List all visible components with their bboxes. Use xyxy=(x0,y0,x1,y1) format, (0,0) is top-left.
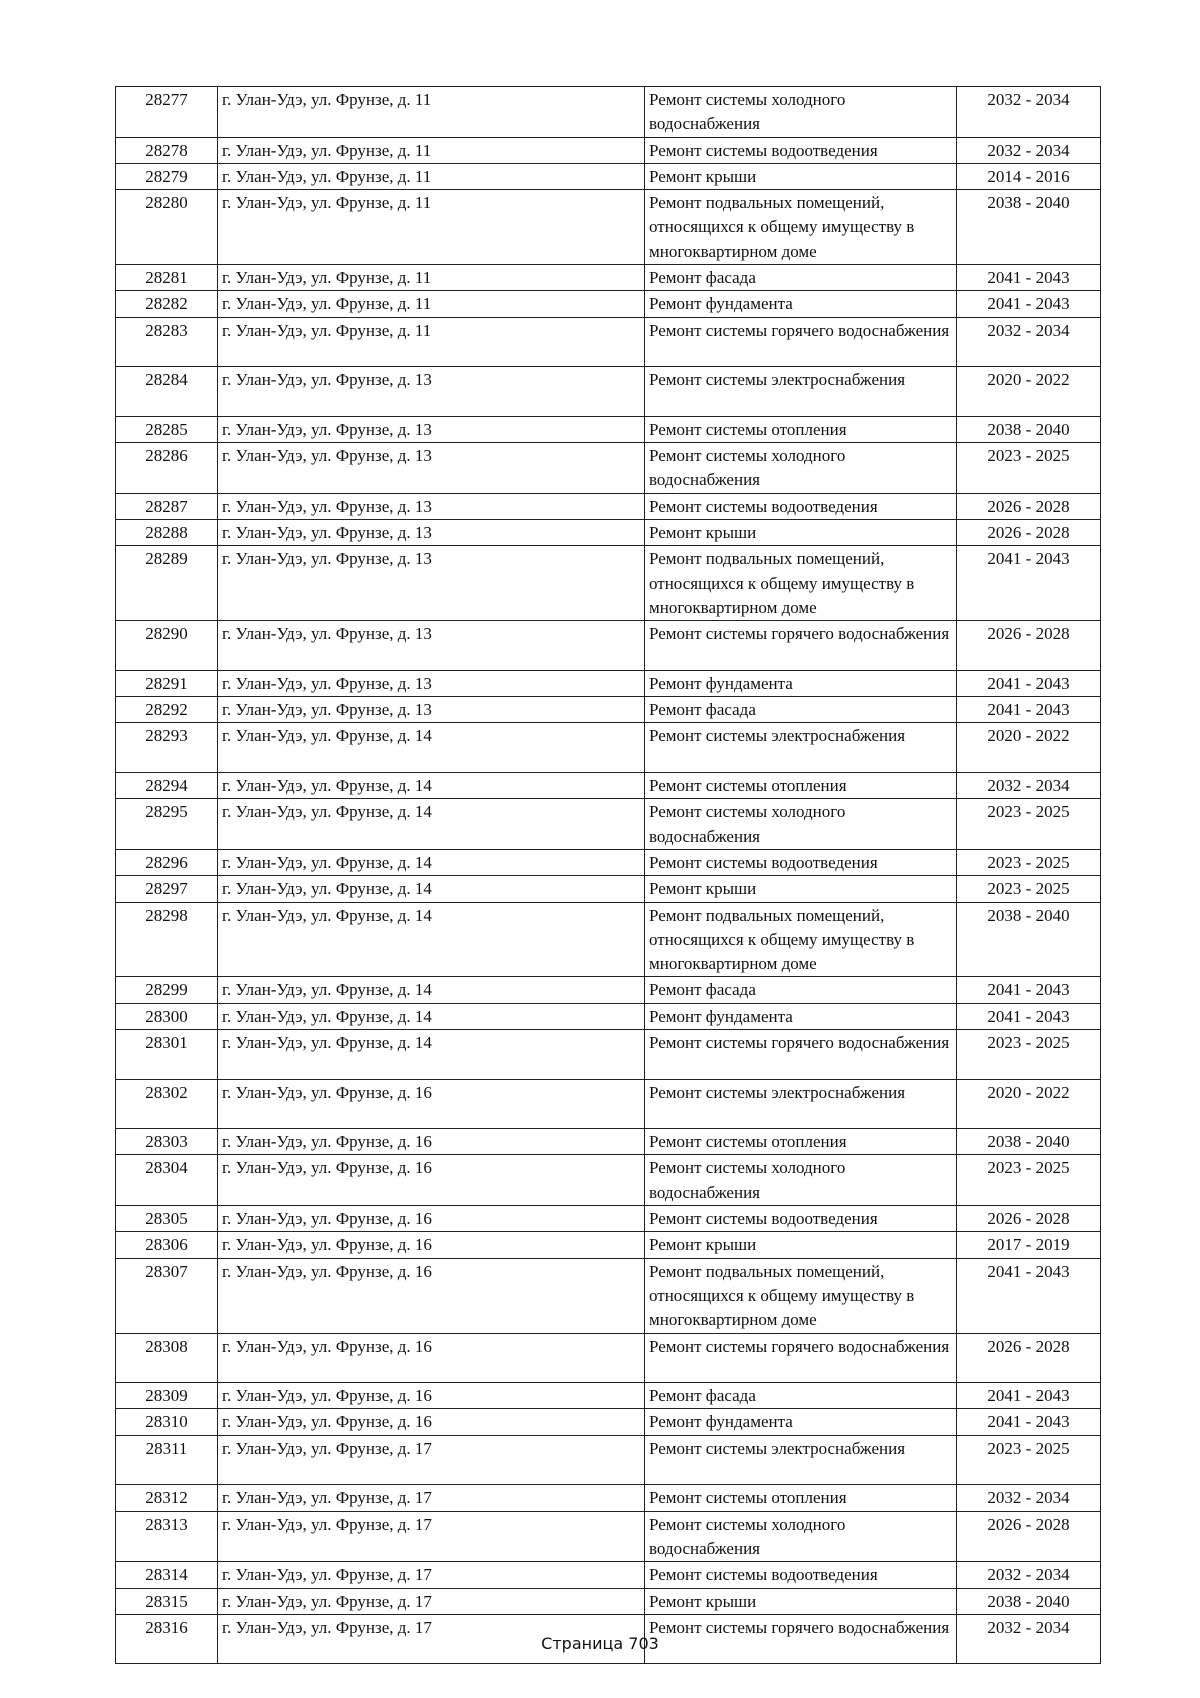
row-address-cell: г. Улан-Удэ, ул. Фрунзе, д. 11 xyxy=(218,87,645,138)
row-address-cell: г. Улан-Удэ, ул. Фрунзе, д. 16 xyxy=(218,1333,645,1383)
row-address-cell: г. Улан-Удэ, ул. Фрунзе, д. 14 xyxy=(218,723,645,773)
row-id-cell: 28314 xyxy=(116,1562,218,1588)
table-row xyxy=(116,493,1101,519)
row-work-type-cell: Ремонт фундамента xyxy=(645,1003,957,1029)
row-address-cell: г. Улан-Удэ, ул. Фрунзе, д. 13 xyxy=(218,520,645,546)
row-period-cell: 2014 - 2016 xyxy=(957,163,1101,189)
row-address-cell: г. Улан-Удэ, ул. Фрунзе, д. 14 xyxy=(218,799,645,850)
table-row xyxy=(116,799,1101,850)
row-period-cell: 2023 - 2025 xyxy=(957,849,1101,875)
row-id-cell: 28285 xyxy=(116,416,218,442)
row-id-cell: 28278 xyxy=(116,137,218,163)
row-address-cell: г. Улан-Удэ, ул. Фрунзе, д. 16 xyxy=(218,1232,645,1258)
row-address-cell: г. Улан-Удэ, ул. Фрунзе, д. 16 xyxy=(218,1258,645,1333)
row-work-type-cell: Ремонт системы электроснабжения xyxy=(645,367,957,417)
row-work-type-cell: Ремонт фундамента xyxy=(645,670,957,696)
row-id-cell: 28307 xyxy=(116,1258,218,1333)
table-row xyxy=(116,1409,1101,1435)
row-address-cell: г. Улан-Удэ, ул. Фрунзе, д. 17 xyxy=(218,1485,645,1511)
table-row xyxy=(116,137,1101,163)
table-row xyxy=(116,1232,1101,1258)
table-row xyxy=(116,1435,1101,1485)
table-row xyxy=(116,697,1101,723)
row-address-cell: г. Улан-Удэ, ул. Фрунзе, д. 13 xyxy=(218,443,645,494)
table-row xyxy=(116,1206,1101,1232)
row-work-type-cell: Ремонт системы отопления xyxy=(645,1485,957,1511)
row-work-type-cell: Ремонт системы водоотведения xyxy=(645,1562,957,1588)
repair-schedule-table xyxy=(115,86,1101,1664)
table-row xyxy=(116,723,1101,773)
row-id-cell: 28291 xyxy=(116,670,218,696)
row-address-cell: г. Улан-Удэ, ул. Фрунзе, д. 13 xyxy=(218,416,645,442)
row-work-type-cell: Ремонт системы водоотведения xyxy=(645,493,957,519)
row-id-cell: 28300 xyxy=(116,1003,218,1029)
table-row xyxy=(116,520,1101,546)
row-period-cell: 2032 - 2034 xyxy=(957,137,1101,163)
row-id-cell: 28315 xyxy=(116,1588,218,1614)
row-address-cell: г. Улан-Удэ, ул. Фрунзе, д. 13 xyxy=(218,670,645,696)
row-work-type-cell: Ремонт системы горячего водоснабжения xyxy=(645,1333,957,1383)
row-address-cell: г. Улан-Удэ, ул. Фрунзе, д. 17 xyxy=(218,1562,645,1588)
row-work-type-cell: Ремонт системы отопления xyxy=(645,1129,957,1155)
row-period-cell: 2032 - 2034 xyxy=(957,1562,1101,1588)
row-period-cell: 2041 - 2043 xyxy=(957,670,1101,696)
row-period-cell: 2041 - 2043 xyxy=(957,977,1101,1003)
table-row xyxy=(116,1003,1101,1029)
row-period-cell: 2026 - 2028 xyxy=(957,493,1101,519)
row-work-type-cell: Ремонт крыши xyxy=(645,1588,957,1614)
row-work-type-cell: Ремонт фундамента xyxy=(645,291,957,317)
table-row xyxy=(116,416,1101,442)
row-id-cell: 28316 xyxy=(116,1614,218,1664)
row-id-cell: 28290 xyxy=(116,621,218,671)
row-work-type-cell: Ремонт системы горячего водоснабжения xyxy=(645,317,957,367)
table-row xyxy=(116,443,1101,494)
row-address-cell: г. Улан-Удэ, ул. Фрунзе, д. 17 xyxy=(218,1435,645,1485)
row-period-cell: 2041 - 2043 xyxy=(957,1258,1101,1333)
row-id-cell: 28279 xyxy=(116,163,218,189)
row-period-cell: 2026 - 2028 xyxy=(957,520,1101,546)
row-period-cell: 2032 - 2034 xyxy=(957,1614,1101,1664)
table-row xyxy=(116,773,1101,799)
table-row xyxy=(116,849,1101,875)
row-period-cell: 2023 - 2025 xyxy=(957,876,1101,902)
row-address-cell: г. Улан-Удэ, ул. Фрунзе, д. 14 xyxy=(218,849,645,875)
row-work-type-cell: Ремонт системы электроснабжения xyxy=(645,1435,957,1485)
row-address-cell: г. Улан-Удэ, ул. Фрунзе, д. 13 xyxy=(218,493,645,519)
row-address-cell: г. Улан-Удэ, ул. Фрунзе, д. 16 xyxy=(218,1383,645,1409)
table-row xyxy=(116,367,1101,417)
row-work-type-cell: Ремонт фасада xyxy=(645,1383,957,1409)
row-work-type-cell: Ремонт крыши xyxy=(645,1232,957,1258)
row-period-cell: 2032 - 2034 xyxy=(957,773,1101,799)
row-id-cell: 28294 xyxy=(116,773,218,799)
row-period-cell: 2026 - 2028 xyxy=(957,1511,1101,1562)
row-work-type-cell: Ремонт системы холодного водоснабжения xyxy=(645,1155,957,1206)
table-row xyxy=(116,1588,1101,1614)
row-period-cell: 2023 - 2025 xyxy=(957,443,1101,494)
row-work-type-cell: Ремонт подвальных помещений, относящихся к общему имуществу в многоквартирном доме xyxy=(645,190,957,265)
row-address-cell: г. Улан-Удэ, ул. Фрунзе, д. 17 xyxy=(218,1511,645,1562)
row-address-cell: г. Улан-Удэ, ул. Фрунзе, д. 16 xyxy=(218,1129,645,1155)
row-address-cell: г. Улан-Удэ, ул. Фрунзе, д. 16 xyxy=(218,1409,645,1435)
row-period-cell: 2038 - 2040 xyxy=(957,190,1101,265)
row-work-type-cell: Ремонт системы электроснабжения xyxy=(645,723,957,773)
table-row xyxy=(116,87,1101,138)
row-work-type-cell: Ремонт системы холодного водоснабжения xyxy=(645,443,957,494)
row-address-cell: г. Улан-Удэ, ул. Фрунзе, д. 11 xyxy=(218,291,645,317)
row-address-cell: г. Улан-Удэ, ул. Фрунзе, д. 13 xyxy=(218,546,645,621)
row-period-cell: 2041 - 2043 xyxy=(957,291,1101,317)
row-work-type-cell: Ремонт системы отопления xyxy=(645,773,957,799)
row-period-cell: 2038 - 2040 xyxy=(957,902,1101,977)
row-work-type-cell: Ремонт фасада xyxy=(645,265,957,291)
row-address-cell: г. Улан-Удэ, ул. Фрунзе, д. 17 xyxy=(218,1588,645,1614)
table-row xyxy=(116,977,1101,1003)
row-address-cell: г. Улан-Удэ, ул. Фрунзе, д. 11 xyxy=(218,137,645,163)
table-row xyxy=(116,902,1101,977)
table-row xyxy=(116,670,1101,696)
row-id-cell: 28287 xyxy=(116,493,218,519)
table-row xyxy=(116,1079,1101,1129)
row-work-type-cell: Ремонт крыши xyxy=(645,876,957,902)
row-period-cell: 2020 - 2022 xyxy=(957,1079,1101,1129)
row-id-cell: 28312 xyxy=(116,1485,218,1511)
row-id-cell: 28306 xyxy=(116,1232,218,1258)
row-id-cell: 28301 xyxy=(116,1029,218,1079)
table-row xyxy=(116,1511,1101,1562)
row-address-cell: г. Улан-Удэ, ул. Фрунзе, д. 14 xyxy=(218,773,645,799)
row-id-cell: 28281 xyxy=(116,265,218,291)
row-period-cell: 2023 - 2025 xyxy=(957,799,1101,850)
row-id-cell: 28286 xyxy=(116,443,218,494)
row-work-type-cell: Ремонт фасада xyxy=(645,977,957,1003)
row-address-cell: г. Улан-Удэ, ул. Фрунзе, д. 17 xyxy=(218,1614,645,1664)
row-id-cell: 28283 xyxy=(116,317,218,367)
table-row xyxy=(116,1485,1101,1511)
table-row xyxy=(116,190,1101,265)
row-id-cell: 28293 xyxy=(116,723,218,773)
row-work-type-cell: Ремонт подвальных помещений, относящихся к общему имуществу в многоквартирном доме xyxy=(645,902,957,977)
row-id-cell: 28289 xyxy=(116,546,218,621)
row-address-cell: г. Улан-Удэ, ул. Фрунзе, д. 14 xyxy=(218,876,645,902)
row-work-type-cell: Ремонт системы холодного водоснабжения xyxy=(645,1511,957,1562)
row-period-cell: 2026 - 2028 xyxy=(957,1206,1101,1232)
row-period-cell: 2041 - 2043 xyxy=(957,265,1101,291)
row-period-cell: 2020 - 2022 xyxy=(957,723,1101,773)
page-number: Страница 703 xyxy=(541,1634,659,1653)
row-period-cell: 2020 - 2022 xyxy=(957,367,1101,417)
row-work-type-cell: Ремонт подвальных помещений, относящихся к общему имуществу в многоквартирном доме xyxy=(645,546,957,621)
row-id-cell: 28284 xyxy=(116,367,218,417)
row-work-type-cell: Ремонт системы горячего водоснабжения xyxy=(645,1614,957,1664)
row-id-cell: 28277 xyxy=(116,87,218,138)
row-id-cell: 28302 xyxy=(116,1079,218,1129)
row-period-cell: 2023 - 2025 xyxy=(957,1435,1101,1485)
row-address-cell: г. Улан-Удэ, ул. Фрунзе, д. 16 xyxy=(218,1079,645,1129)
row-id-cell: 28309 xyxy=(116,1383,218,1409)
row-period-cell: 2032 - 2034 xyxy=(957,87,1101,138)
row-work-type-cell: Ремонт фундамента xyxy=(645,1409,957,1435)
row-period-cell: 2041 - 2043 xyxy=(957,1003,1101,1029)
row-address-cell: г. Улан-Удэ, ул. Фрунзе, д. 13 xyxy=(218,367,645,417)
table-row xyxy=(116,546,1101,621)
row-id-cell: 28303 xyxy=(116,1129,218,1155)
row-period-cell: 2038 - 2040 xyxy=(957,1129,1101,1155)
row-work-type-cell: Ремонт крыши xyxy=(645,520,957,546)
table-row xyxy=(116,621,1101,671)
row-work-type-cell: Ремонт системы горячего водоснабжения xyxy=(645,1029,957,1079)
row-address-cell: г. Улан-Удэ, ул. Фрунзе, д. 11 xyxy=(218,265,645,291)
row-id-cell: 28304 xyxy=(116,1155,218,1206)
row-period-cell: 2026 - 2028 xyxy=(957,1333,1101,1383)
table-row xyxy=(116,291,1101,317)
row-work-type-cell: Ремонт системы холодного водоснабжения xyxy=(645,799,957,850)
row-id-cell: 28305 xyxy=(116,1206,218,1232)
row-id-cell: 28308 xyxy=(116,1333,218,1383)
row-period-cell: 2041 - 2043 xyxy=(957,1383,1101,1409)
row-id-cell: 28288 xyxy=(116,520,218,546)
row-work-type-cell: Ремонт крыши xyxy=(645,163,957,189)
row-work-type-cell: Ремонт системы водоотведения xyxy=(645,137,957,163)
row-id-cell: 28296 xyxy=(116,849,218,875)
row-period-cell: 2023 - 2025 xyxy=(957,1029,1101,1079)
table-row xyxy=(116,1155,1101,1206)
table-body xyxy=(116,87,1101,1664)
row-address-cell: г. Улан-Удэ, ул. Фрунзе, д. 14 xyxy=(218,1029,645,1079)
row-period-cell: 2041 - 2043 xyxy=(957,546,1101,621)
row-period-cell: 2023 - 2025 xyxy=(957,1155,1101,1206)
row-id-cell: 28292 xyxy=(116,697,218,723)
row-id-cell: 28310 xyxy=(116,1409,218,1435)
table-row xyxy=(116,1562,1101,1588)
table-row xyxy=(116,876,1101,902)
row-work-type-cell: Ремонт системы горячего водоснабжения xyxy=(645,621,957,671)
row-work-type-cell: Ремонт системы холодного водоснабжения xyxy=(645,87,957,138)
row-id-cell: 28299 xyxy=(116,977,218,1003)
row-id-cell: 28311 xyxy=(116,1435,218,1485)
row-address-cell: г. Улан-Удэ, ул. Фрунзе, д. 16 xyxy=(218,1206,645,1232)
row-period-cell: 2026 - 2028 xyxy=(957,621,1101,671)
row-id-cell: 28313 xyxy=(116,1511,218,1562)
table-row xyxy=(116,1258,1101,1333)
row-id-cell: 28298 xyxy=(116,902,218,977)
row-work-type-cell: Ремонт системы отопления xyxy=(645,416,957,442)
table-row xyxy=(116,1333,1101,1383)
row-id-cell: 28295 xyxy=(116,799,218,850)
row-work-type-cell: Ремонт фасада xyxy=(645,697,957,723)
row-period-cell: 2038 - 2040 xyxy=(957,1588,1101,1614)
row-address-cell: г. Улан-Удэ, ул. Фрунзе, д. 13 xyxy=(218,697,645,723)
table-row xyxy=(116,317,1101,367)
row-address-cell: г. Улан-Удэ, ул. Фрунзе, д. 11 xyxy=(218,190,645,265)
table-row xyxy=(116,163,1101,189)
row-period-cell: 2041 - 2043 xyxy=(957,697,1101,723)
row-address-cell: г. Улан-Удэ, ул. Фрунзе, д. 14 xyxy=(218,1003,645,1029)
row-address-cell: г. Улан-Удэ, ул. Фрунзе, д. 11 xyxy=(218,163,645,189)
row-address-cell: г. Улан-Удэ, ул. Фрунзе, д. 16 xyxy=(218,1155,645,1206)
row-address-cell: г. Улан-Удэ, ул. Фрунзе, д. 14 xyxy=(218,902,645,977)
table-row xyxy=(116,1383,1101,1409)
row-work-type-cell: Ремонт подвальных помещений, относящихся к общему имуществу в многоквартирном доме xyxy=(645,1258,957,1333)
row-id-cell: 28280 xyxy=(116,190,218,265)
table-row xyxy=(116,1029,1101,1079)
row-work-type-cell: Ремонт системы водоотведения xyxy=(645,1206,957,1232)
row-id-cell: 28282 xyxy=(116,291,218,317)
row-period-cell: 2032 - 2034 xyxy=(957,317,1101,367)
row-address-cell: г. Улан-Удэ, ул. Фрунзе, д. 13 xyxy=(218,621,645,671)
table-row xyxy=(116,1129,1101,1155)
row-work-type-cell: Ремонт системы электроснабжения xyxy=(645,1079,957,1129)
row-id-cell: 28297 xyxy=(116,876,218,902)
row-period-cell: 2041 - 2043 xyxy=(957,1409,1101,1435)
row-address-cell: г. Улан-Удэ, ул. Фрунзе, д. 14 xyxy=(218,977,645,1003)
row-period-cell: 2038 - 2040 xyxy=(957,416,1101,442)
row-address-cell: г. Улан-Удэ, ул. Фрунзе, д. 11 xyxy=(218,317,645,367)
row-work-type-cell: Ремонт системы водоотведения xyxy=(645,849,957,875)
row-period-cell: 2032 - 2034 xyxy=(957,1485,1101,1511)
table-row xyxy=(116,265,1101,291)
row-period-cell: 2017 - 2019 xyxy=(957,1232,1101,1258)
